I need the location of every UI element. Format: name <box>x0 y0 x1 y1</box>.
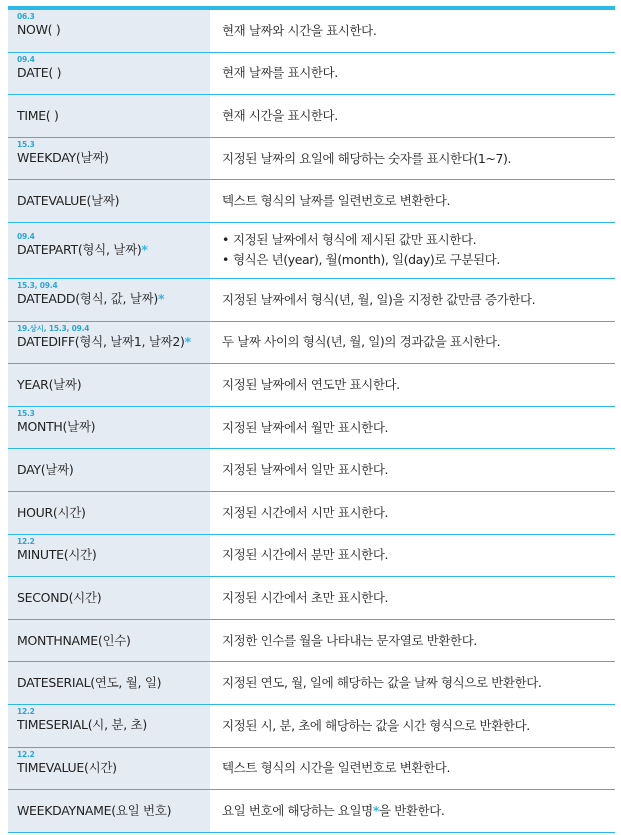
description-cell <box>210 748 615 790</box>
description-bullet: • 지정된 날짜에서 형식에 제시된 값만 표시한다. <box>222 230 615 250</box>
function-cell <box>8 138 210 180</box>
function-cell <box>8 407 210 449</box>
description-cell <box>210 138 615 180</box>
function-name: MONTHNAME(인수) <box>17 632 131 648</box>
function-name: HOUR(시간) <box>17 504 86 520</box>
description-text: 지정된 날짜에서 형식(년, 월, 일)을 지정한 값만큼 증가한다. <box>222 291 536 307</box>
description-text: 지정된 연도, 월, 일에 해당하는 값을 날짜 형식으로 반환한다. <box>222 675 542 691</box>
function-name <box>17 242 210 258</box>
table-row <box>8 322 615 365</box>
description-cell <box>210 705 615 747</box>
function-cell <box>8 223 210 278</box>
asterisk-mark: * <box>141 241 148 257</box>
description-cell <box>210 790 615 832</box>
table-row <box>8 748 615 791</box>
description-cell <box>210 223 615 278</box>
table-row <box>8 620 615 663</box>
function-name-text: DATEDIFF(형식, 날짜1, 날짜2) <box>17 333 185 349</box>
function-name: NOW( ) <box>17 22 61 37</box>
function-cell <box>8 180 210 222</box>
description-text: 텍스트 형식의 시간을 일련번호로 변환한다. <box>222 760 451 776</box>
exam-tag: 12.2 <box>17 749 35 759</box>
description-cell <box>210 180 615 222</box>
function-name: DAY(날짜) <box>17 462 74 478</box>
description-cell <box>210 322 615 364</box>
function-name-text: DATEADD(형식, 값, 날짜) <box>17 290 158 306</box>
table-row <box>8 53 615 96</box>
exam-tag: 15.3 <box>17 408 35 418</box>
description-text: 두 날짜 사이의 형식(년, 월, 일)의 경과값을 표시한다. <box>222 334 501 350</box>
description-text: 지정된 날짜에서 일만 표시한다. <box>222 462 389 478</box>
table-row <box>8 10 615 53</box>
function-name: TIMEVALUE(시간) <box>17 759 117 775</box>
exam-tag: 09.4 <box>17 54 35 64</box>
function-cell <box>8 10 210 52</box>
date-function-table <box>8 10 615 833</box>
function-cell <box>8 449 210 491</box>
function-cell <box>8 748 210 790</box>
description-cell <box>210 492 615 534</box>
function-name <box>17 334 210 350</box>
function-name-text: DATEPART(형식, 날짜) <box>17 241 142 257</box>
description-cell <box>210 95 615 137</box>
function-name: MINUTE(시간) <box>17 546 97 562</box>
function-name: MONTH(날짜) <box>17 418 96 434</box>
description-text: 지정한 인수를 월을 나타내는 문자열로 반환한다. <box>222 632 477 648</box>
asterisk-mark: * <box>157 290 165 306</box>
table-row <box>8 364 615 407</box>
asterisk-mark: * <box>184 333 191 349</box>
description-cell <box>210 449 615 491</box>
description-cell <box>210 53 615 95</box>
function-name <box>17 291 210 307</box>
function-cell <box>8 577 210 619</box>
function-cell <box>8 705 210 747</box>
description-cell <box>210 279 615 321</box>
description-text <box>222 801 615 821</box>
exam-tag: 09.4 <box>17 231 35 241</box>
exam-tag: 15.3 <box>17 139 35 149</box>
table-row <box>8 790 615 833</box>
function-cell <box>8 790 210 832</box>
description-text-part: 요일 번호에 해당하는 요일명 <box>222 802 373 818</box>
function-name: DATE( ) <box>17 64 62 80</box>
table-row <box>8 705 615 748</box>
description-text: 지정된 시, 분, 초에 해당하는 값을 시간 형식으로 반환한다. <box>222 717 530 733</box>
function-name: WEEKDAYNAME(요일 번호) <box>17 802 172 818</box>
description-text: 현재 날짜를 표시한다. <box>222 65 338 81</box>
description-text: 지정된 시간에서 초만 표시한다. <box>222 589 389 605</box>
table-row <box>8 138 615 181</box>
table-row <box>8 492 615 535</box>
table-row <box>8 662 615 705</box>
exam-tag: 15.3, 09.4 <box>17 280 58 290</box>
description-text: 현재 시간을 표시한다. <box>222 107 338 123</box>
function-name: YEAR(날짜) <box>17 376 82 392</box>
table-row <box>8 577 615 620</box>
description-text: 현재 날짜와 시간을 표시한다. <box>222 22 377 38</box>
description-cell <box>210 10 615 52</box>
exam-tag: 19.상시, 15.3, 09.4 <box>17 323 90 333</box>
exam-tag: 12.2 <box>17 706 35 716</box>
table-row <box>8 407 615 450</box>
description-cell <box>210 364 615 406</box>
function-name: DATEVALUE(날짜) <box>17 193 120 209</box>
description-text: 지정된 날짜에서 연도만 표시한다. <box>222 376 400 392</box>
exam-tag: 12.2 <box>17 536 35 546</box>
function-cell <box>8 279 210 321</box>
description-cell <box>210 620 615 662</box>
function-name: DATESERIAL(연도, 월, 일) <box>17 675 162 691</box>
function-cell <box>8 535 210 577</box>
table-row <box>8 535 615 578</box>
description-text-part: 을 반환한다. <box>378 802 445 818</box>
description-text: 텍스트 형식의 날짜를 일련번호로 변환한다. <box>222 193 451 209</box>
description-text: 지정된 시간에서 분만 표시한다. <box>222 547 389 563</box>
table-row <box>8 95 615 138</box>
function-cell <box>8 53 210 95</box>
description-cell <box>210 662 615 704</box>
description-cell <box>210 535 615 577</box>
table-row <box>8 223 615 279</box>
exam-tag: 06.3 <box>17 12 35 21</box>
description-text: 지정된 날짜의 요일에 해당하는 숫자를 표시한다(1~7). <box>222 150 512 166</box>
function-name: TIMESERIAL(시, 분, 초) <box>17 716 147 732</box>
function-cell <box>8 662 210 704</box>
table-row <box>8 449 615 492</box>
function-name: WEEKDAY(날짜) <box>17 149 109 165</box>
asterisk-mark: * <box>372 802 379 818</box>
function-name: TIME( ) <box>17 107 59 123</box>
function-name: SECOND(시간) <box>17 589 102 605</box>
description-text: 지정된 시간에서 시만 표시한다. <box>222 504 389 520</box>
function-cell <box>8 620 210 662</box>
table-row <box>8 279 615 322</box>
function-cell <box>8 492 210 534</box>
description-bullet: • 형식은 년(year), 월(month), 일(day)로 구분된다. <box>222 250 615 270</box>
table-row <box>8 180 615 223</box>
description-text: 지정된 날짜에서 월만 표시한다. <box>222 419 389 435</box>
description-cell <box>210 407 615 449</box>
function-cell <box>8 364 210 406</box>
function-cell <box>8 322 210 364</box>
function-cell <box>8 95 210 137</box>
description-cell <box>210 577 615 619</box>
